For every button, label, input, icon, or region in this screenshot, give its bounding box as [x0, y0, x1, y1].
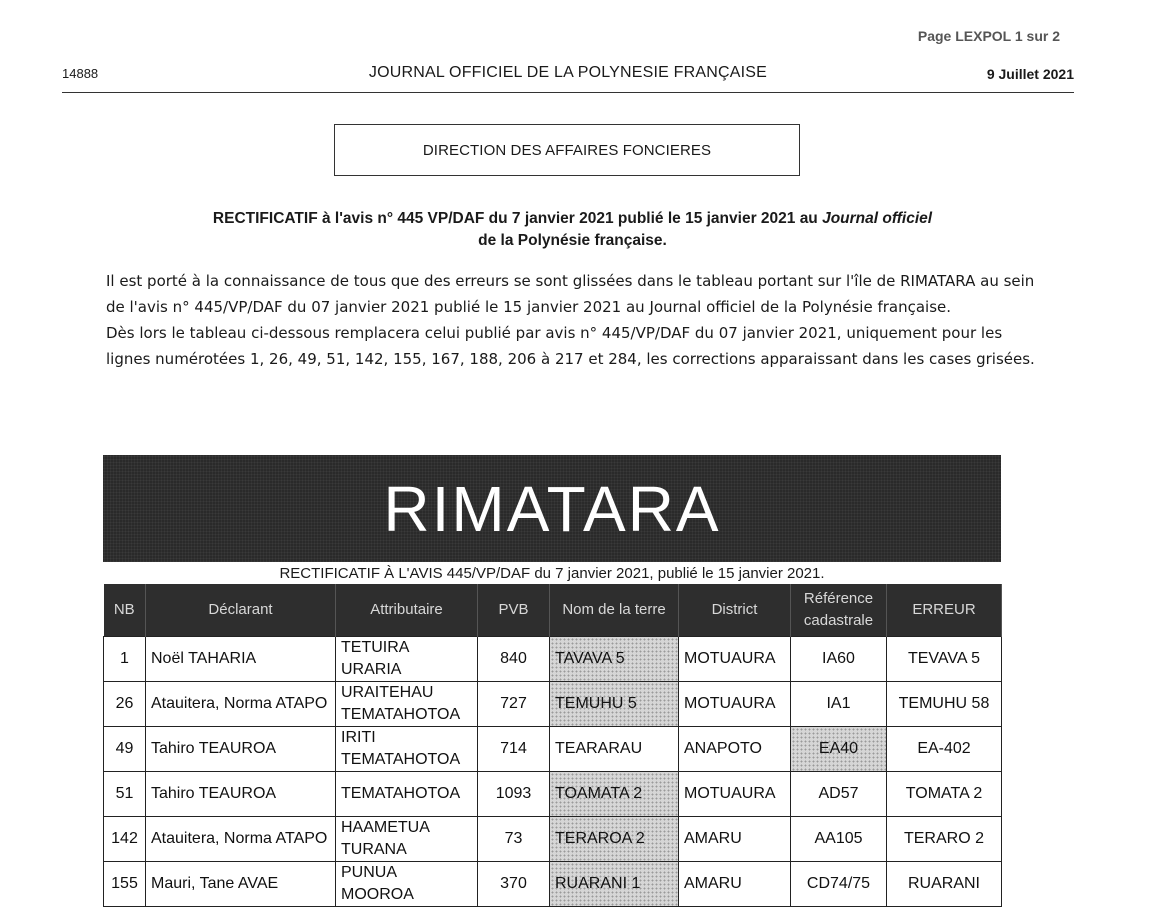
journal-date: 9 Juillet 2021 [986, 66, 1074, 82]
cell-pvb: 1093 [478, 772, 550, 817]
cell-ref: IA60 [791, 637, 887, 682]
cell-erreur: RUARANI [887, 862, 1002, 907]
cell-attributaire: TETUIRA URARIA [336, 637, 478, 682]
cell-erreur: TERARO 2 [887, 817, 1002, 862]
cell-ref: AD57 [791, 772, 887, 817]
rectificatif-title [100, 208, 1045, 252]
cell-declarant: Tahiro TEAUROA [146, 772, 336, 817]
cell-declarant: Atauitera, Norma ATAPO [146, 682, 336, 727]
cell-pvb: 714 [478, 727, 550, 772]
cell-ref: IA1 [791, 682, 887, 727]
cell-terre-corrected: RUARANI 1 [550, 862, 679, 907]
cell-attributaire: IRITI TEMATAHOTOA [336, 727, 478, 772]
table-subtitle: RECTIFICATIF À L'AVIS 445/VP/DAF du 7 janvier 2021, publié le 15 janvier 2021. [103, 562, 1001, 584]
table-row [104, 727, 1002, 772]
table-row [104, 862, 1002, 907]
col-header-pvb: PVB [478, 584, 550, 637]
cell-district: MOTUAURA [679, 772, 791, 817]
cell-erreur: EA-402 [887, 727, 1002, 772]
table-row [104, 772, 1002, 817]
cell-declarant: Mauri, Tane AVAE [146, 862, 336, 907]
cell-pvb: 73 [478, 817, 550, 862]
journal-header [62, 64, 1074, 93]
rectificatif-line1: RECTIFICATIF à l'avis n° 445 VP/DAF du 7 janvier 2021 publié le 15 janvier 2021 au [212, 210, 823, 227]
cell-terre-corrected: TOAMATA 2 [550, 772, 679, 817]
cell-pvb: 840 [478, 637, 550, 682]
cell-nb: 49 [104, 727, 146, 772]
cell-declarant: Atauitera, Norma ATAPO [146, 817, 336, 862]
cell-nb: 155 [104, 862, 146, 907]
rimatara-table-section [103, 455, 1001, 907]
rectificatif-line2: de la Polynésie française. [478, 232, 667, 249]
table-header-row [104, 584, 1002, 637]
col-header-district: District [679, 584, 791, 637]
journal-title: JOURNAL OFFICIEL DE LA POLYNESIE FRANÇAISE [368, 64, 768, 81]
cell-nb: 26 [104, 682, 146, 727]
cell-attributaire: HAAMETUA TURANA [336, 817, 478, 862]
cell-district: MOTUAURA [679, 682, 791, 727]
cell-nb: 1 [104, 637, 146, 682]
col-header-nb: NB [104, 584, 146, 637]
cell-ref: CD74/75 [791, 862, 887, 907]
paragraph-1: Il est porté à la connaissance de tous que des erreurs se sont glissées dans le tableau portant sur l'île de RIMATARA au sein de l'avis n° 445/VP/DAF du 07 janvier 2021 publié le 15 janvier 2021 au Journal officiel de la Polynésie française. [106, 272, 1035, 316]
cell-attributaire: URAITEHAU TEMATAHOTOA [336, 682, 478, 727]
col-header-attributaire: Attributaire [336, 584, 478, 637]
cell-erreur: TOMATA 2 [887, 772, 1002, 817]
cell-pvb: 370 [478, 862, 550, 907]
col-header-erreur: ERREUR [887, 584, 1002, 637]
cell-declarant: Noël TAHARIA [146, 637, 336, 682]
department-box: DIRECTION DES AFFAIRES FONCIERES [334, 124, 800, 176]
cell-erreur: TEVAVA 5 [887, 637, 1002, 682]
journal-officiel-italic: Journal officiel [822, 210, 933, 227]
table-row [104, 682, 1002, 727]
cell-district: ANAPOTO [679, 727, 791, 772]
island-banner: RIMATARA [103, 455, 1001, 562]
cell-declarant: Tahiro TEAUROA [146, 727, 336, 772]
cell-nb: 142 [104, 817, 146, 862]
cell-attributaire: TEMATAHOTOA [336, 772, 478, 817]
table-row [104, 637, 1002, 682]
cell-ref-corrected: EA40 [791, 727, 887, 772]
cell-terre-corrected: TERAROA 2 [550, 817, 679, 862]
cell-district: AMARU [679, 862, 791, 907]
journal-page-number: 14888 [62, 66, 99, 81]
lexpol-page-label: Page LEXPOL 1 sur 2 [917, 28, 1060, 44]
table-row [104, 817, 1002, 862]
col-header-terre: Nom de la terre [550, 584, 679, 637]
paragraph-2: Dès lors le tableau ci-dessous remplacera celui publié par avis n° 445/VP/DAF du 07 janvier 2021, uniquement pour les lignes numérotées 1, 26, 49, 51, 142, 155, 167, 188, 206 à 217 et 284, les corrections apparaissant dans les cases grisées. [106, 324, 1035, 368]
cell-attributaire: PUNUA MOOROA [336, 862, 478, 907]
col-header-ref: Référence cadastrale [791, 584, 887, 637]
cell-terre-corrected: TAVAVA 5 [550, 637, 679, 682]
cell-nb: 51 [104, 772, 146, 817]
cell-district: MOTUAURA [679, 637, 791, 682]
cell-ref: AA105 [791, 817, 887, 862]
cell-district: AMARU [679, 817, 791, 862]
rectification-table [103, 584, 1002, 907]
cell-pvb: 727 [478, 682, 550, 727]
col-header-declarant: Déclarant [146, 584, 336, 637]
cell-erreur: TEMUHU 58 [887, 682, 1002, 727]
cell-terre: TEARARAU [550, 727, 679, 772]
cell-terre-corrected: TEMUHU 5 [550, 682, 679, 727]
notice-body [106, 268, 1046, 372]
